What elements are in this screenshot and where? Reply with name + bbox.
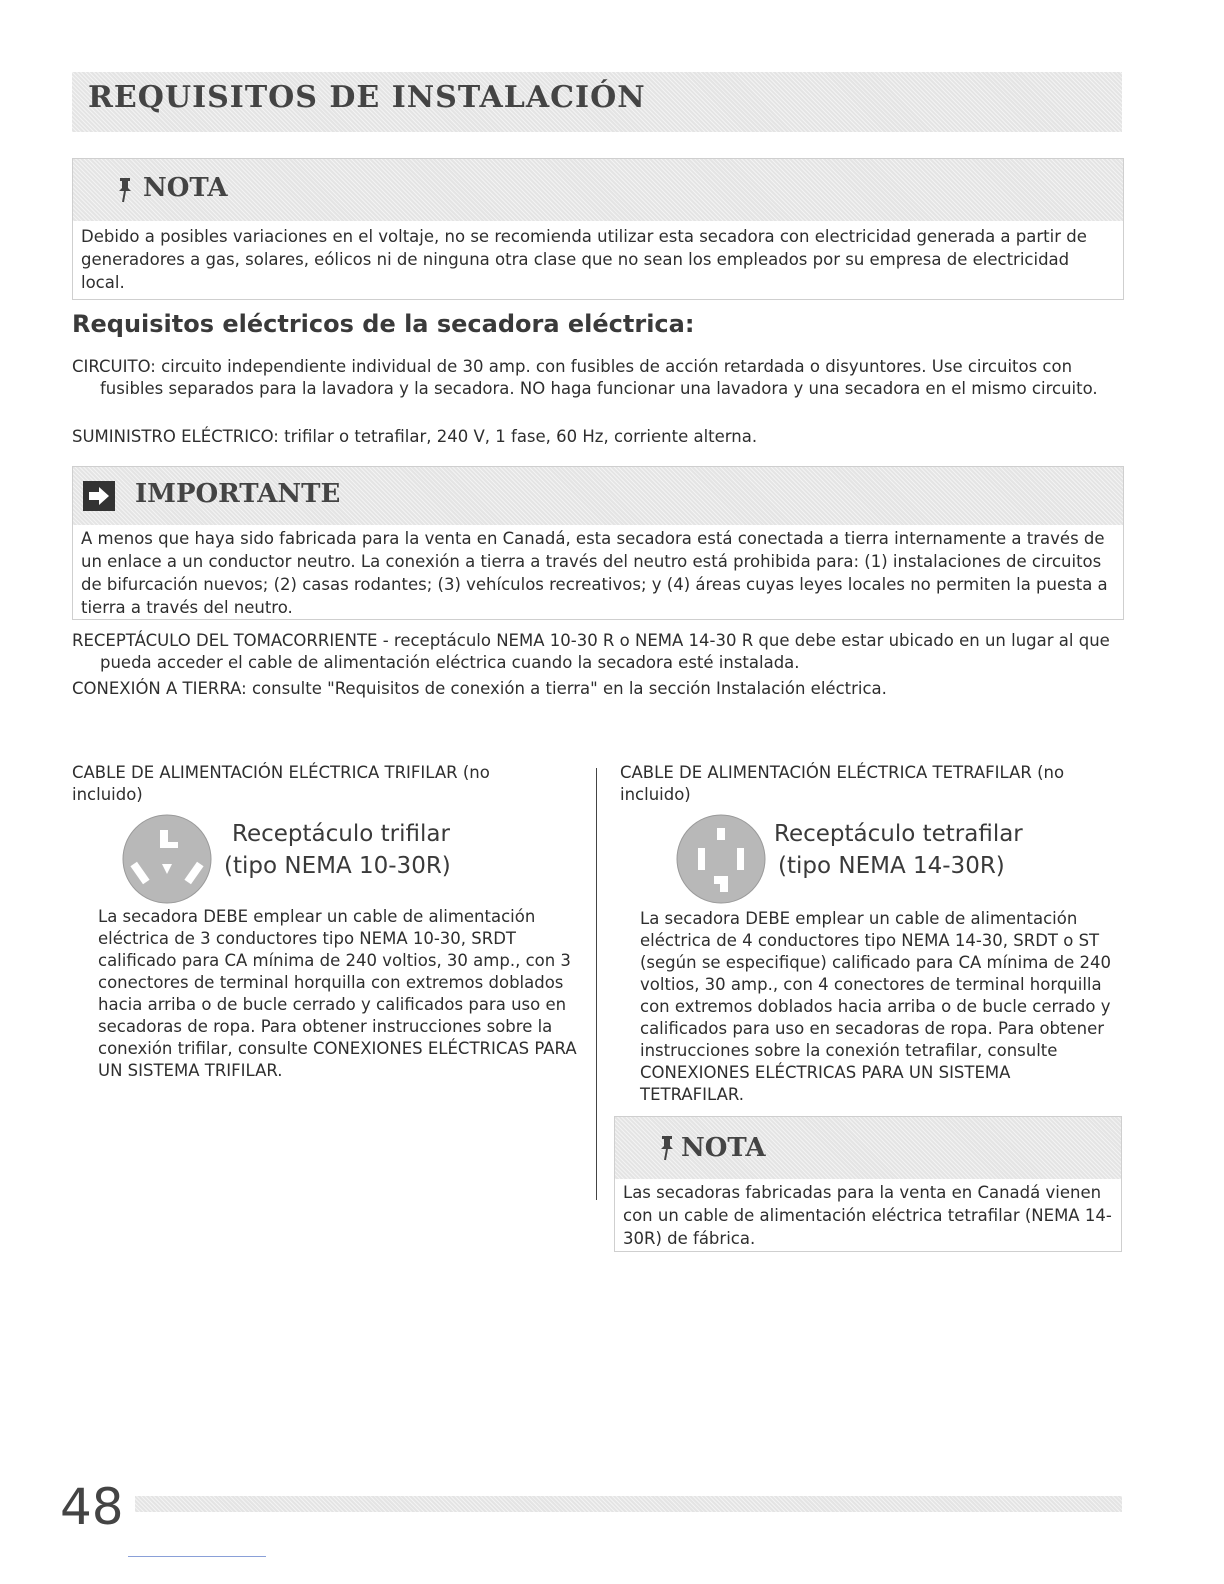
note-title: NOTA [143, 173, 228, 203]
note-body: Debido a posibles variaciones en el voltaje, no se recomienda utilizar esta secadora con electricidad generada a partir de generadores a gas, solares, eólicos ni de ninguna otra clase que no sean los empleados por su empresa de electricidad local. [81, 227, 1087, 292]
four-wire-receptacle-icon [676, 814, 766, 904]
canada-note-body: Las secadoras fabricadas para la venta en Canadá vienen con un cable de alimentación eléctrica tetrafilar (NEMA 14-30R) de fábrica. [623, 1183, 1112, 1248]
four-wire-cord-body: La secadora DEBE emplear un cable de alimentación eléctrica de 4 conductores tipo NEMA 14-30, SRDT o ST (según se especifique) calificado para CA mínima de 240 voltios, 30 amp., con 4 conectores de terminal horquilla con extremos doblados hacia arriba o de bucle cerrado y calificados para uso en secadoras de ropa. Para obtener instrucciones sobre la conexión tetrafilar, consulte CONEXIONES ELÉCTRICAS PARA UN SISTEMA TETRAFILAR. [640, 909, 1112, 1104]
three-wire-cord-body: La secadora DEBE emplear un cable de alimentación eléctrica de 3 conductores tipo NEMA 10-30, SRDT calificado para CA mínima de 240 voltios, 30 amp., con 3 conectores de terminal horquilla con extremos doblados hacia arriba o de bucle cerrado y calificados para uso en secadoras de ropa. Para obtener instrucciones sobre la conexión trifilar, consulte CONEXIONES ELÉCTRICAS PARA UN SISTEMA TRIFILAR. [98, 907, 577, 1080]
page-title: REQUISITOS DE INSTALACIÓN [88, 80, 646, 115]
important-callout [72, 466, 1124, 620]
three-wire-receptacle-type: (tipo NEMA 10-30R) [224, 853, 451, 879]
pushpin-icon [117, 177, 133, 203]
pushpin-icon [659, 1135, 675, 1161]
four-wire-receptacle-label: Receptáculo tetrafilar [774, 821, 1023, 847]
header-banner [72, 72, 1122, 132]
canada-note-title: NOTA [681, 1133, 766, 1163]
important-title: IMPORTANTE [135, 479, 341, 509]
arrow-box-icon [83, 481, 115, 511]
four-wire-cord-heading: CABLE DE ALIMENTACIÓN ELÉCTRICA TETRAFILAR (no incluido) [620, 763, 1065, 804]
note-callout [72, 158, 1124, 300]
circuit-requirement: CIRCUITO: circuito independiente individual de 30 amp. con fusibles de acción retardada o disyuntores. Use circuitos con fusibles separados para la lavadora y la secadora. NO haga funcionar una lavadora y una secadora en el mismo circuito. [72, 357, 1098, 398]
three-wire-receptacle-icon [122, 814, 212, 904]
important-header [73, 467, 1123, 525]
canada-note-header [615, 1117, 1121, 1179]
section-title: Requisitos eléctricos de la secadora eléctrica: [72, 310, 695, 338]
footer-bar [135, 1496, 1122, 1512]
bottom-rule [128, 1556, 266, 1557]
grounding-requirement: CONEXIÓN A TIERRA: consulte "Requisitos de conexión a tierra" en la sección Instalación eléctrica. [72, 679, 887, 698]
important-body: A menos que haya sido fabricada para la venta en Canadá, esta secadora está conectada a tierra internamente a través de un enlace a un conductor neutro. La conexión a tierra a través del neutro está prohibida para: (1) instalaciones de circuitos de bifurcación nuevos; (2) casas rodantes; (3) vehículos recreativos; y (4) áreas cuyas leyes locales no permiten la puesta a tierra a través del neutro. [81, 529, 1108, 617]
three-wire-receptacle-label: Receptáculo trifilar [232, 821, 450, 847]
power-supply-requirement: SUMINISTRO ELÉCTRICO: trifilar o tetrafilar, 240 V, 1 fase, 60 Hz, corriente alterna. [72, 427, 758, 446]
page-number: 48 [60, 1478, 124, 1536]
receptacle-requirement: RECEPTÁCULO DEL TOMACORRIENTE - receptáculo NEMA 10-30 R o NEMA 14-30 R que debe estar ubicado en un lugar al que pueda acceder el cable de alimentación eléctrica cuando la secadora esté instalada. [72, 631, 1110, 672]
canada-note-callout [614, 1116, 1122, 1252]
four-wire-receptacle-type: (tipo NEMA 14-30R) [778, 853, 1005, 879]
column-divider [596, 768, 597, 1200]
note-header [73, 159, 1123, 221]
three-wire-cord-heading: CABLE DE ALIMENTACIÓN ELÉCTRICA TRIFILAR (no incluido) [72, 763, 490, 804]
